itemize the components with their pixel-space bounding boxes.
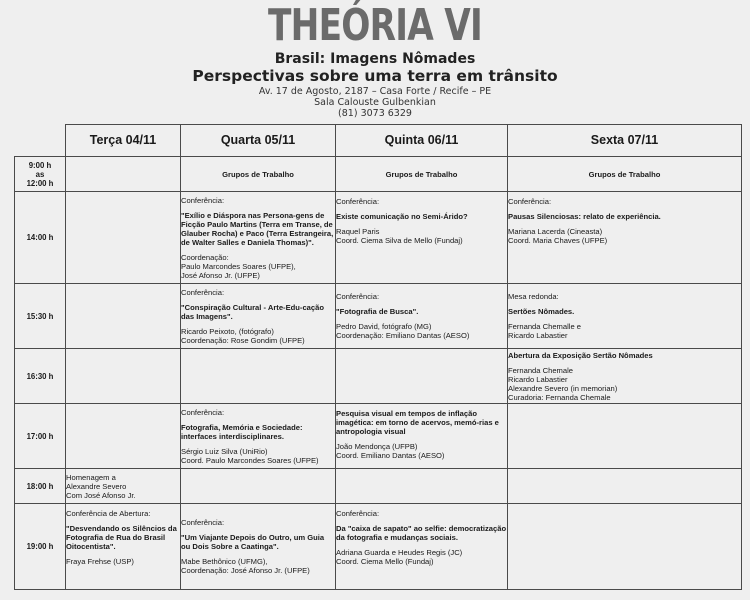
day-header-sexta: Sexta 07/11: [508, 125, 742, 157]
time-cell: 17:00 h: [15, 404, 66, 469]
slot-work-groups: Grupos de Trabalho: [181, 157, 336, 192]
slot-conference: [336, 192, 508, 284]
slot-conference: [181, 504, 336, 590]
slot-person: José Afonso Jr. (UFPE): [181, 270, 260, 280]
schedule-row-1530: [15, 284, 742, 349]
slot-tribute: [66, 469, 181, 504]
event-subtitle: Brasil: Imagens Nômades: [274, 51, 476, 67]
slot-type: Conferência:: [336, 292, 380, 301]
slot-type: Conferência:: [181, 195, 225, 205]
slot-work-groups: Grupos de Trabalho: [508, 157, 742, 192]
slot-empty: [336, 469, 508, 504]
slot-person: Curadoria: Fernanda Chemale: [508, 392, 611, 402]
slot-person: Mariana Lacerda (Cineasta): [508, 227, 603, 236]
schedule-table: [14, 124, 742, 590]
slot-text: Alexandre Severo: [66, 481, 127, 491]
day-header-quinta: Quinta 06/11: [336, 125, 508, 157]
time-sep: as: [35, 169, 45, 179]
slot-title: Existe comunicação no Semi-Árido?: [336, 212, 468, 221]
day-header-terca: Terça 04/11: [66, 125, 181, 157]
schedule-row-morning: [15, 157, 742, 192]
slot-empty: [66, 284, 181, 349]
slot-title: "Conspiração Cultural - Arte-Edu-cação das Imagens".: [181, 302, 324, 321]
slot-empty: [508, 469, 742, 504]
slot-person: Sérgio Luiz Silva (UniRio): [181, 446, 268, 456]
slot-title: Abertura da Exposição Sertão Nômades: [508, 350, 653, 360]
time-cell: [15, 157, 66, 192]
slot-empty: [181, 469, 336, 504]
slot-title: "Desvendando os Silêncios da Fotografia de Rua do Brasil Oitocentista".: [66, 524, 177, 551]
schedule-header-row: [15, 125, 742, 157]
event-phone: (81) 3073 6329: [338, 108, 412, 119]
slot-empty: [66, 404, 181, 469]
slot-person: Fernanda Chemalle e: [508, 322, 582, 331]
slot-person: Ricardo Labastier: [508, 331, 568, 340]
time-cell: 15:30 h: [15, 284, 66, 349]
slot-person: Coordenação: Rose Gondim (UFPE): [181, 335, 305, 345]
slot-person: Coordenação: José Afonso Jr. (UFPE): [181, 566, 310, 575]
slot-title: "Exílio e Diáspora nas Persona-gens de Ficção Paulo Martins (Terra em Transe, de Glauber Rocha) e Paco (Terra Estrangeira, de Walter Salles e Daniela Thomas)".: [181, 210, 334, 247]
slot-person: Mabe Bethônico (UFMG),: [181, 557, 268, 566]
slot-talk: [336, 404, 508, 469]
slot-conference: [181, 192, 336, 284]
slot-type: Conferência:: [181, 287, 225, 297]
slot-conference: [508, 192, 742, 284]
slot-type: Conferência:: [181, 518, 225, 527]
time-cell: 14:00 h: [15, 192, 66, 284]
slot-type: Mesa redonda:: [508, 292, 559, 301]
time-end: 12:00 h: [26, 178, 54, 188]
schedule-row-1630: [15, 349, 742, 404]
slot-type: Conferência de Abertura:: [66, 509, 151, 518]
time-start: 9:00 h: [28, 160, 52, 170]
event-title: THEÓRIA VI: [267, 0, 482, 51]
slot-type: Conferência:: [336, 197, 380, 206]
slot-person: João Mendonça (UFPB): [336, 442, 418, 451]
slot-empty: [508, 404, 742, 469]
time-cell: 18:00 h: [15, 469, 66, 504]
slot-conference: [336, 504, 508, 590]
slot-conference: [336, 284, 508, 349]
event-venue: Sala Calouste Gulbenkian: [314, 97, 436, 108]
slot-empty: [66, 157, 181, 192]
schedule-row-1900: [15, 504, 742, 590]
slot-text: Homenagem a: [66, 472, 116, 482]
slot-empty: [181, 349, 336, 404]
slot-person: Paulo Marcondes Soares (UFPE),: [181, 261, 296, 271]
day-header-quarta: Quarta 05/11: [181, 125, 336, 157]
slot-title: "Um Viajante Depois do Outro, um Guia ou Dois Sobre a Caatinga".: [181, 533, 325, 551]
time-cell: 19:00 h: [15, 504, 66, 590]
slot-title: Pausas Silenciosas: relato de experiência.: [508, 212, 661, 221]
slot-person: Ricardo Labastier: [508, 374, 568, 384]
slot-exhibition-opening: [508, 349, 742, 404]
slot-person: Ricardo Peixoto, (fotógrafo): [181, 326, 274, 336]
corner-cell: [15, 125, 66, 157]
slot-person: Coord. Ciema Silva de Mello (Fundaj): [336, 236, 463, 245]
slot-empty: [66, 192, 181, 284]
slot-title: "Fotografia de Busca".: [336, 307, 419, 316]
schedule-row-1400: [15, 192, 742, 284]
slot-empty: [508, 504, 742, 590]
event-tagline: Perspectivas sobre uma terra em trânsito: [192, 67, 558, 85]
schedule-row-1800: [15, 469, 742, 504]
slot-title: Da "caixa de sapato" ao selfie: democratização da fotografia e mudanças sociais.: [336, 524, 507, 542]
slot-person: Alexandre Severo (in memorian): [508, 383, 618, 393]
slot-person: Coord. Ciema Mello (Fundaj): [336, 557, 434, 566]
slot-empty: [66, 349, 181, 404]
slot-person: Coord. Maria Chaves (UFPE): [508, 236, 608, 245]
slot-conference: [181, 284, 336, 349]
slot-title: Sertões Nômades.: [508, 307, 575, 316]
slot-person: Coord. Paulo Marcondes Soares (UFPE): [181, 455, 319, 465]
slot-type: Conferência:: [181, 407, 225, 417]
schedule-row-1700: [15, 404, 742, 469]
slot-title: Fotografia, Memória e Sociedade: interfaces interdisciplinares.: [181, 422, 303, 441]
slot-conference: [181, 404, 336, 469]
slot-person: Raquel Paris: [336, 227, 380, 236]
slot-person: Fraya Frehse (USP): [66, 557, 134, 566]
slot-opening-conference: [66, 504, 181, 590]
slot-coord-label: Coordenação:: [181, 252, 229, 262]
slot-type: Conferência:: [336, 509, 380, 518]
slot-person: Adriana Guarda e Heudes Regis (JC): [336, 548, 463, 557]
event-address: Av. 17 de Agosto, 2187 – Casa Forte / Recife – PE: [258, 86, 492, 97]
slot-person: Fernanda Chemale: [508, 365, 574, 375]
slot-person: Pedro David, fotógrafo (MG): [336, 322, 432, 331]
slot-title: Pesquisa visual em tempos de inflação imagética: em torno de acervos, memó-rias e antropologia visual: [336, 409, 499, 436]
slot-round-table: [508, 284, 742, 349]
slot-empty: [336, 349, 508, 404]
slot-work-groups: Grupos de Trabalho: [336, 157, 508, 192]
time-cell: 16:30 h: [15, 349, 66, 404]
slot-text: Com José Afonso Jr.: [66, 490, 136, 500]
slot-person: Coordenação: Emiliano Dantas (AESO): [336, 331, 470, 340]
slot-person: Coord. Emiliano Dantas (AESO): [336, 451, 445, 460]
slot-type: Conferência:: [508, 197, 552, 206]
